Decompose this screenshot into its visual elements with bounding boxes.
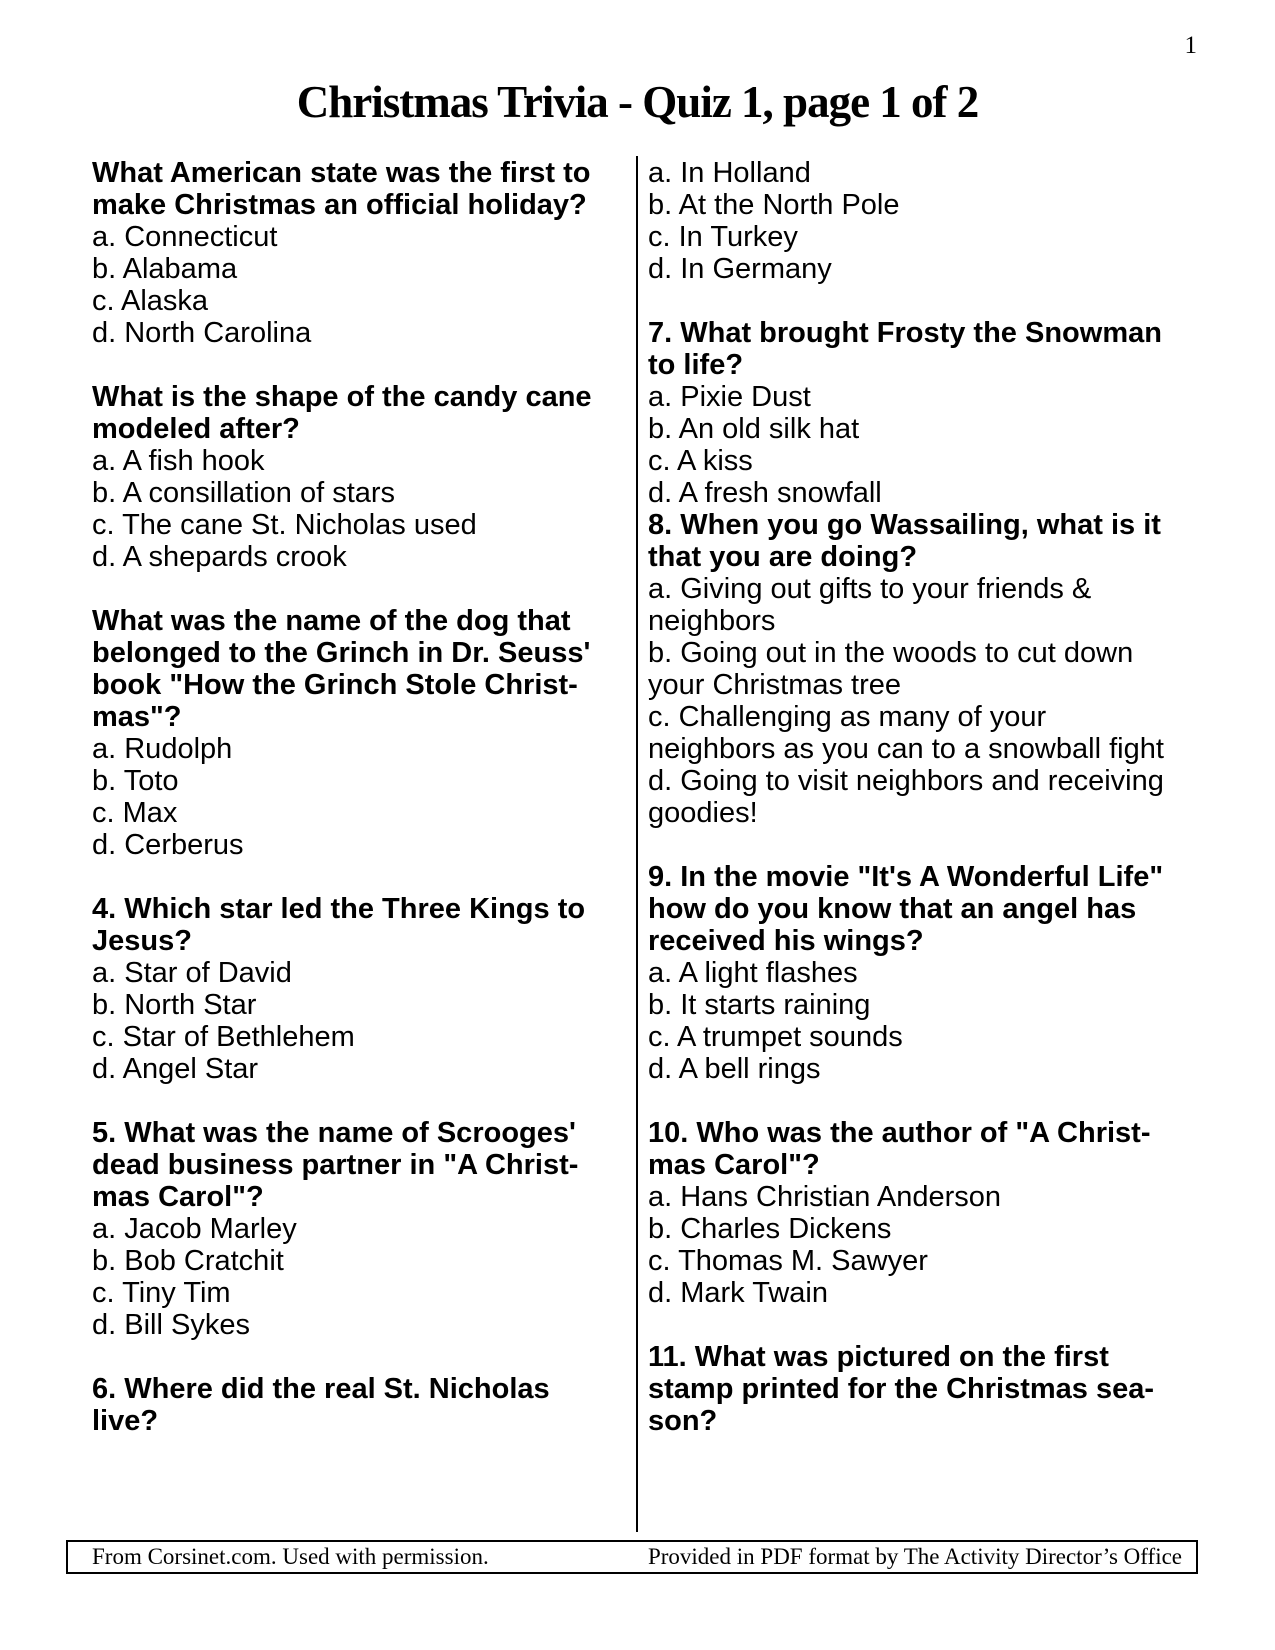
answer-option: a. Giving out gifts to your friends &	[648, 573, 1092, 605]
column-divider	[636, 156, 638, 1532]
question-line: 7. What brought Frosty the Snowman	[648, 317, 1162, 349]
footer-right-text: Provided in PDF format by The Activity Director’s Office	[647, 1544, 1182, 1569]
question-line: modeled after?	[92, 413, 300, 445]
question-line: make Christmas an official holiday?	[92, 189, 587, 221]
question-block	[92, 1117, 592, 1341]
question-line: mas Carol"?	[648, 1149, 820, 1181]
answer-option: c. Max	[92, 797, 178, 829]
question-line: What American state was the first to	[92, 157, 591, 189]
question-block	[92, 381, 592, 573]
answer-option: a. Star of David	[92, 957, 292, 989]
question-line: belonged to the Grinch in Dr. Seuss'	[92, 637, 591, 669]
answer-option: b. Alabama	[92, 253, 238, 285]
answer-option: goodies!	[648, 797, 758, 829]
answer-option: b. A consillation of stars	[92, 477, 396, 509]
answer-option: d. Bill Sykes	[92, 1309, 250, 1341]
question-block	[92, 893, 592, 1085]
answer-option: c. Tiny Tim	[92, 1277, 231, 1309]
answer-option: d. A shepards crook	[92, 541, 347, 573]
answer-option: c. Challenging as many of your	[648, 701, 1047, 733]
answer-option: neighbors as you can to a snowball fight	[648, 733, 1164, 765]
question-block	[648, 1117, 1188, 1309]
question-line: What was the name of the dog that	[92, 605, 571, 637]
question-block	[648, 509, 1188, 829]
answer-option: c. A trumpet sounds	[648, 1021, 903, 1053]
answer-option: d. Cerberus	[92, 829, 244, 861]
answer-option: d. A fresh snowfall	[648, 477, 882, 509]
answer-option: a. Pixie Dust	[648, 381, 811, 413]
answer-option: b. Bob Cratchit	[92, 1245, 284, 1277]
question-block	[92, 1373, 592, 1437]
question-block	[92, 157, 592, 349]
question-line: that you are doing?	[648, 541, 918, 573]
question-block	[648, 861, 1188, 1085]
question-block	[92, 605, 592, 861]
answer-option: a. In Holland	[648, 157, 811, 189]
answer-option: c. The cane St. Nicholas used	[92, 509, 477, 541]
answer-option: a. Rudolph	[92, 733, 233, 765]
answer-option: d. Going to visit neighbors and receiving	[648, 765, 1164, 797]
question-line: 4. Which star led the Three Kings to	[92, 893, 586, 925]
answer-option: c. A kiss	[648, 445, 753, 477]
answer-option: b. Toto	[92, 765, 179, 797]
question-line: 5. What was the name of Scrooges'	[92, 1117, 576, 1149]
answer-option: b. An old silk hat	[648, 413, 860, 445]
answer-option: b. North Star	[92, 989, 257, 1021]
quiz-column-right	[648, 157, 1188, 1469]
answer-option: b. It starts raining	[648, 989, 871, 1021]
question-line: received his wings?	[648, 925, 924, 957]
footer-box	[66, 1540, 1198, 1574]
quiz-column-left	[92, 157, 592, 1469]
answer-option: neighbors	[648, 605, 776, 637]
question-line: What is the shape of the candy cane	[92, 381, 592, 413]
answer-option: a. A fish hook	[92, 445, 265, 477]
question-line: dead business partner in "A Christ-	[92, 1149, 579, 1181]
page-title: Christmas Trivia - Quiz 1, page 1 of 2	[296, 77, 979, 127]
question-block	[648, 157, 1188, 285]
question-line: book "How the Grinch Stole Christ-	[92, 669, 578, 701]
answer-option: d. In Germany	[648, 253, 832, 285]
question-block	[648, 1341, 1188, 1437]
answer-option: a. Connecticut	[92, 221, 278, 253]
answer-option: d. Mark Twain	[648, 1277, 828, 1309]
question-line: Jesus?	[92, 925, 192, 957]
question-line: stamp printed for the Christmas sea-	[648, 1373, 1154, 1405]
answer-option: b. Charles Dickens	[648, 1213, 892, 1245]
question-line: mas Carol"?	[92, 1181, 264, 1213]
answer-option: d. A bell rings	[648, 1053, 821, 1085]
answer-option: d. North Carolina	[92, 317, 312, 349]
question-line: son?	[648, 1405, 718, 1437]
question-line: 10. Who was the author of "A Christ-	[648, 1117, 1151, 1149]
question-line: how do you know that an angel has	[648, 893, 1137, 925]
page-number: 1	[1184, 32, 1197, 59]
answer-option: c. Alaska	[92, 285, 209, 317]
question-line: 6. Where did the real St. Nicholas	[92, 1373, 550, 1405]
question-line: mas"?	[92, 701, 182, 733]
question-block	[648, 317, 1188, 509]
question-line: live?	[92, 1405, 159, 1437]
answer-option: c. In Turkey	[648, 221, 798, 253]
answer-option: a. A light flashes	[648, 957, 858, 989]
footer-left-text: From Corsinet.com. Used with permission.	[92, 1544, 489, 1569]
answer-option: your Christmas tree	[648, 669, 902, 701]
question-line: 8. When you go Wassailing, what is it	[648, 509, 1161, 541]
answer-option: b. Going out in the woods to cut down	[648, 637, 1134, 669]
answer-option: a. Jacob Marley	[92, 1213, 297, 1245]
answer-option: d. Angel Star	[92, 1053, 259, 1085]
answer-option: c. Star of Bethlehem	[92, 1021, 355, 1053]
question-line: 11. What was pictured on the first	[648, 1341, 1109, 1373]
answer-option: c. Thomas M. Sawyer	[648, 1245, 928, 1277]
question-line: 9. In the movie "It's A Wonderful Life"	[648, 861, 1164, 893]
answer-option: b. At the North Pole	[648, 189, 900, 221]
answer-option: a. Hans Christian Anderson	[648, 1181, 1002, 1213]
question-line: to life?	[648, 349, 744, 381]
